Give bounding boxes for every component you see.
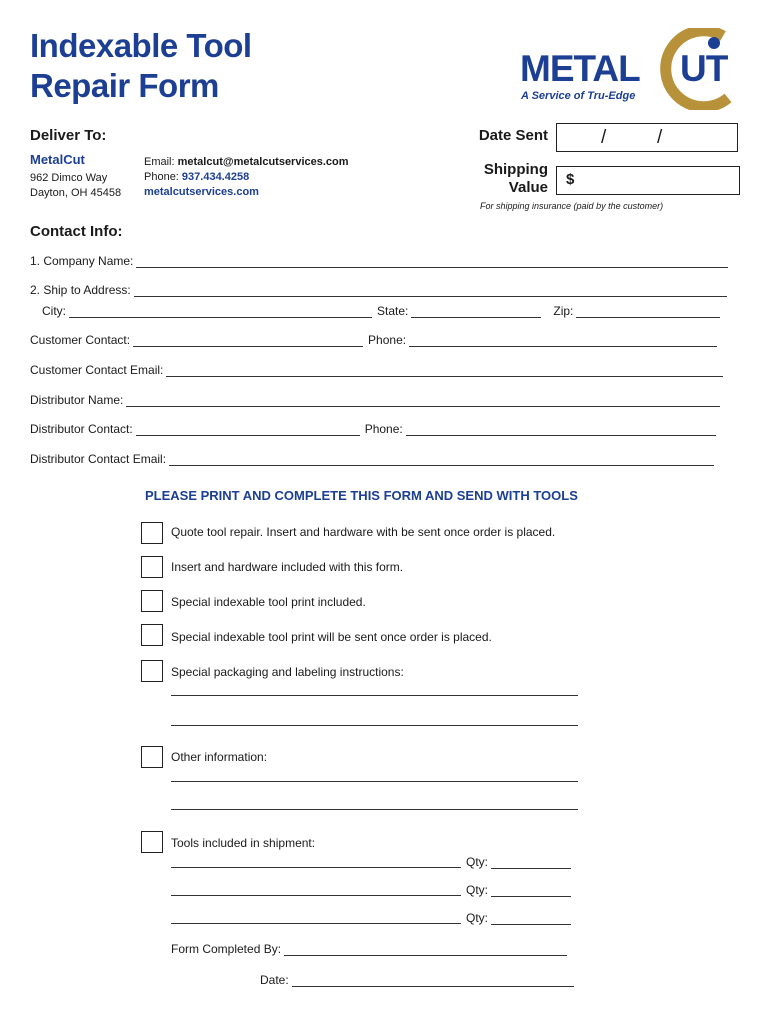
qty-row-1: [466, 855, 571, 869]
distributor-name-field[interactable]: [126, 396, 720, 407]
customer-phone-label: Phone:: [368, 333, 407, 347]
completed-by-label: Form Completed By:: [171, 942, 282, 956]
date-separator-2: /: [657, 127, 663, 148]
tools-included-checkbox[interactable]: [141, 831, 163, 853]
date-field[interactable]: [292, 976, 574, 987]
website-link[interactable]: metalcutservices.com: [144, 186, 259, 198]
ship-to-row: [30, 281, 727, 297]
company-name-row: [30, 252, 728, 268]
packaging-line-2[interactable]: [171, 725, 578, 726]
distributor-contact-field[interactable]: [136, 425, 360, 436]
customer-email-label: Customer Contact Email:: [30, 363, 164, 377]
print-later-label: Special indexable tool print will be sent once order is placed.: [171, 630, 492, 644]
quote-repair-checkbox[interactable]: [141, 522, 163, 544]
qty-label-1: Qty:: [466, 855, 489, 869]
address-line-2: Dayton, OH 45458: [30, 187, 122, 199]
shipping-value-field[interactable]: [556, 166, 740, 195]
ship-to-label: 2. Ship to Address:: [30, 283, 131, 297]
customer-contact-label: Customer Contact:: [30, 333, 131, 347]
distributor-contact-label: Distributor Contact:: [30, 422, 133, 436]
distributor-email-row: [30, 450, 714, 466]
state-label: State:: [377, 304, 409, 318]
email-link[interactable]: metalcut@metalcutservices.com: [177, 156, 349, 168]
form-title: [30, 26, 252, 106]
completed-by-field[interactable]: [284, 945, 567, 956]
qty-field-3[interactable]: [491, 914, 571, 925]
distributor-name-row: [30, 391, 720, 407]
date-sent-label: Date Sent: [478, 127, 548, 144]
phone-number: 937.434.4258: [181, 171, 250, 183]
title-line-2: Repair Form: [30, 67, 219, 104]
customer-contact-row: [30, 331, 717, 347]
tool-line-2[interactable]: [171, 895, 461, 896]
logo-wordmark: [520, 48, 728, 90]
tool-line-1[interactable]: [171, 867, 461, 868]
logo-tagline: A Service of Tru-Edge: [521, 90, 636, 102]
print-included-label: Special indexable tool print included.: [171, 595, 366, 609]
print-included-checkbox[interactable]: [141, 590, 163, 612]
logo-word-metal: METAL: [520, 48, 640, 89]
qty-label-2: Qty:: [466, 883, 489, 897]
shipping-label-line-2: Value: [508, 179, 548, 196]
packaging-checkbox[interactable]: [141, 660, 163, 682]
company-name-label: 1. Company Name:: [30, 254, 134, 268]
insert-included-label: Insert and hardware included with this form.: [171, 560, 404, 574]
customer-email-row: [30, 361, 723, 377]
zip-field[interactable]: [576, 307, 720, 318]
distributor-email-label: Distributor Contact Email:: [30, 452, 167, 466]
metalcut-logo: [518, 28, 743, 108]
city-state-zip-row: [42, 302, 720, 318]
title-line-1: Indexable Tool: [30, 27, 252, 64]
city-label: City:: [42, 304, 66, 318]
phone-label: Phone:: [144, 171, 182, 183]
shipping-value-label: [462, 161, 548, 197]
tool-line-3[interactable]: [171, 923, 461, 924]
distributor-phone-field[interactable]: [406, 425, 716, 436]
logo-word-ut: UT: [680, 48, 728, 89]
company-name-field[interactable]: [136, 257, 728, 268]
distributor-email-field[interactable]: [169, 455, 714, 466]
insert-included-checkbox[interactable]: [141, 556, 163, 578]
qty-label-3: Qty:: [466, 911, 489, 925]
date-sent-field[interactable]: [556, 123, 738, 152]
packaging-label: Special packaging and labeling instructions:: [171, 665, 404, 679]
distributor-contact-row: [30, 420, 716, 436]
qty-row-3: [466, 911, 571, 925]
instructions-heading: PLEASE PRINT AND COMPLETE THIS FORM AND SEND WITH TOOLS: [145, 488, 578, 503]
city-field[interactable]: [69, 307, 372, 318]
qty-field-2[interactable]: [491, 886, 571, 897]
customer-contact-field[interactable]: [133, 336, 363, 347]
shipping-note: For shipping insurance (paid by the customer): [480, 201, 664, 211]
email-label: Email:: [144, 156, 178, 168]
distributor-phone-label: Phone:: [364, 422, 403, 436]
ship-to-field[interactable]: [134, 286, 727, 297]
qty-row-2: [466, 883, 571, 897]
deliver-to-heading: Deliver To:: [30, 127, 107, 144]
date-separator-1: /: [601, 127, 607, 148]
customer-email-field[interactable]: [166, 366, 723, 377]
packaging-line-1[interactable]: [171, 695, 578, 696]
other-info-line-2[interactable]: [171, 809, 578, 810]
date-label: Date:: [260, 973, 289, 987]
deliver-contact: [144, 155, 349, 200]
distributor-name-label: Distributor Name:: [30, 393, 124, 407]
quote-repair-label: Quote tool repair. Insert and hardware with be sent once order is placed.: [171, 525, 556, 539]
currency-symbol: $: [566, 171, 575, 188]
shipping-label-line-1: Shipping: [483, 161, 548, 178]
other-info-line-1[interactable]: [171, 781, 578, 782]
state-field[interactable]: [411, 307, 541, 318]
qty-field-1[interactable]: [491, 858, 571, 869]
completed-by-row: [171, 940, 567, 956]
address-line-1: 962 Dimco Way: [30, 172, 108, 184]
other-info-label: Other information:: [171, 750, 268, 764]
deliver-address: [30, 171, 121, 201]
customer-phone-field[interactable]: [409, 336, 717, 347]
contact-info-heading: Contact Info:: [30, 223, 123, 240]
date-row: [260, 971, 574, 987]
deliver-company: MetalCut: [30, 152, 85, 167]
print-later-checkbox[interactable]: [141, 624, 163, 646]
zip-label: Zip:: [553, 304, 574, 318]
other-info-checkbox[interactable]: [141, 746, 163, 768]
tools-included-label: Tools included in shipment:: [171, 836, 316, 850]
